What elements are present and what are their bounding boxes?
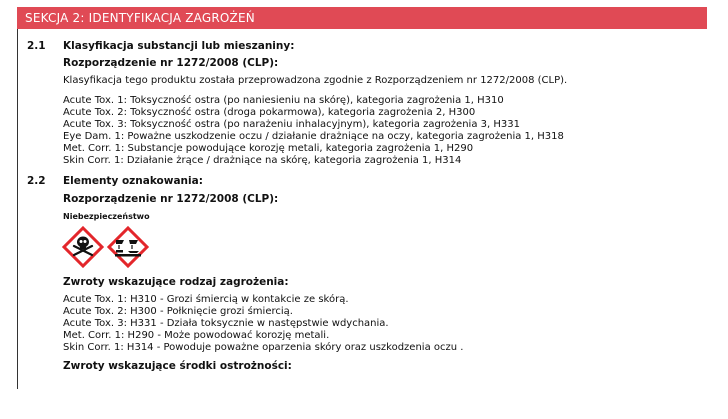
signal-word: Niebezpieczeństwo	[63, 212, 150, 221]
classification-item: Acute Tox. 3: Toksyczność ostra (po narażeniu inhalacyjnym), kategoria zagrożenia 3, H331	[63, 119, 520, 130]
classification-intro: Klasyfikacja tego produktu została przeprowadzona zgodnie z Rozporządzeniem nr 1272/2008 (CLP).	[63, 75, 568, 86]
classification-item: Acute Tox. 2: Toksyczność ostra (droga pokarmowa), kategoria zagrożenia 2, H300	[63, 107, 476, 118]
hazard-statement: Acute Tox. 3: H331 - Działa toksycznie w następstwie wdychania.	[63, 318, 389, 329]
section-2-1-number: 2.1	[27, 40, 46, 52]
classification-item: Eye Dam. 1: Poważne uszkodzenie oczu / działanie drażniące na oczy, kategoria zagrożenia 1, H318	[63, 131, 564, 142]
hazard-statement: Acute Tox. 2: H300 - Połknięcie grozi śmiercią.	[63, 306, 293, 317]
section-2-2-regulation: Rozporządzenie nr 1272/2008 (CLP):	[63, 193, 279, 205]
classification-item: Skin Corr. 1: Działanie żrące / drażniące na skórę, kategoria zagrożenia 1, H314	[63, 155, 462, 166]
corrosion-icon	[107, 226, 149, 268]
skull-crossbones-icon	[62, 226, 104, 268]
hazard-statement: Acute Tox. 1: H310 - Grozi śmiercią w kontakcie ze skórą.	[63, 294, 349, 305]
hazard-statement: Met. Corr. 1: H290 - Może powodować korozję metali.	[63, 330, 330, 341]
section-2-1-title: Klasyfikacja substancji lub mieszaniny:	[63, 40, 295, 52]
section-header: SEKCJA 2: IDENTYFIKACJA ZAGROŻEŃ	[17, 7, 707, 29]
precautionary-statements-heading: Zwroty wskazujące środki ostrożności:	[63, 360, 292, 372]
section-2-1-regulation: Rozporządzenie nr 1272/2008 (CLP):	[63, 57, 279, 69]
section-2-2-number: 2.2	[27, 175, 46, 187]
section-2-2-title: Elementy oznakowania:	[63, 175, 203, 187]
hazard-statements-heading: Zwroty wskazujące rodzaj zagrożenia:	[63, 276, 289, 288]
classification-item: Met. Corr. 1: Substancje powodujące korozję metali, kategoria zagrożenia 1, H290	[63, 143, 474, 154]
hazard-statement: Skin Corr. 1: H314 - Powoduje poważne oparzenia skóry oraz uszkodzenia oczu .	[63, 342, 464, 353]
classification-item: Acute Tox. 1: Toksyczność ostra (po naniesieniu na skórę), kategoria zagrożenia 1, H310	[63, 95, 504, 106]
left-border-line	[17, 29, 18, 389]
